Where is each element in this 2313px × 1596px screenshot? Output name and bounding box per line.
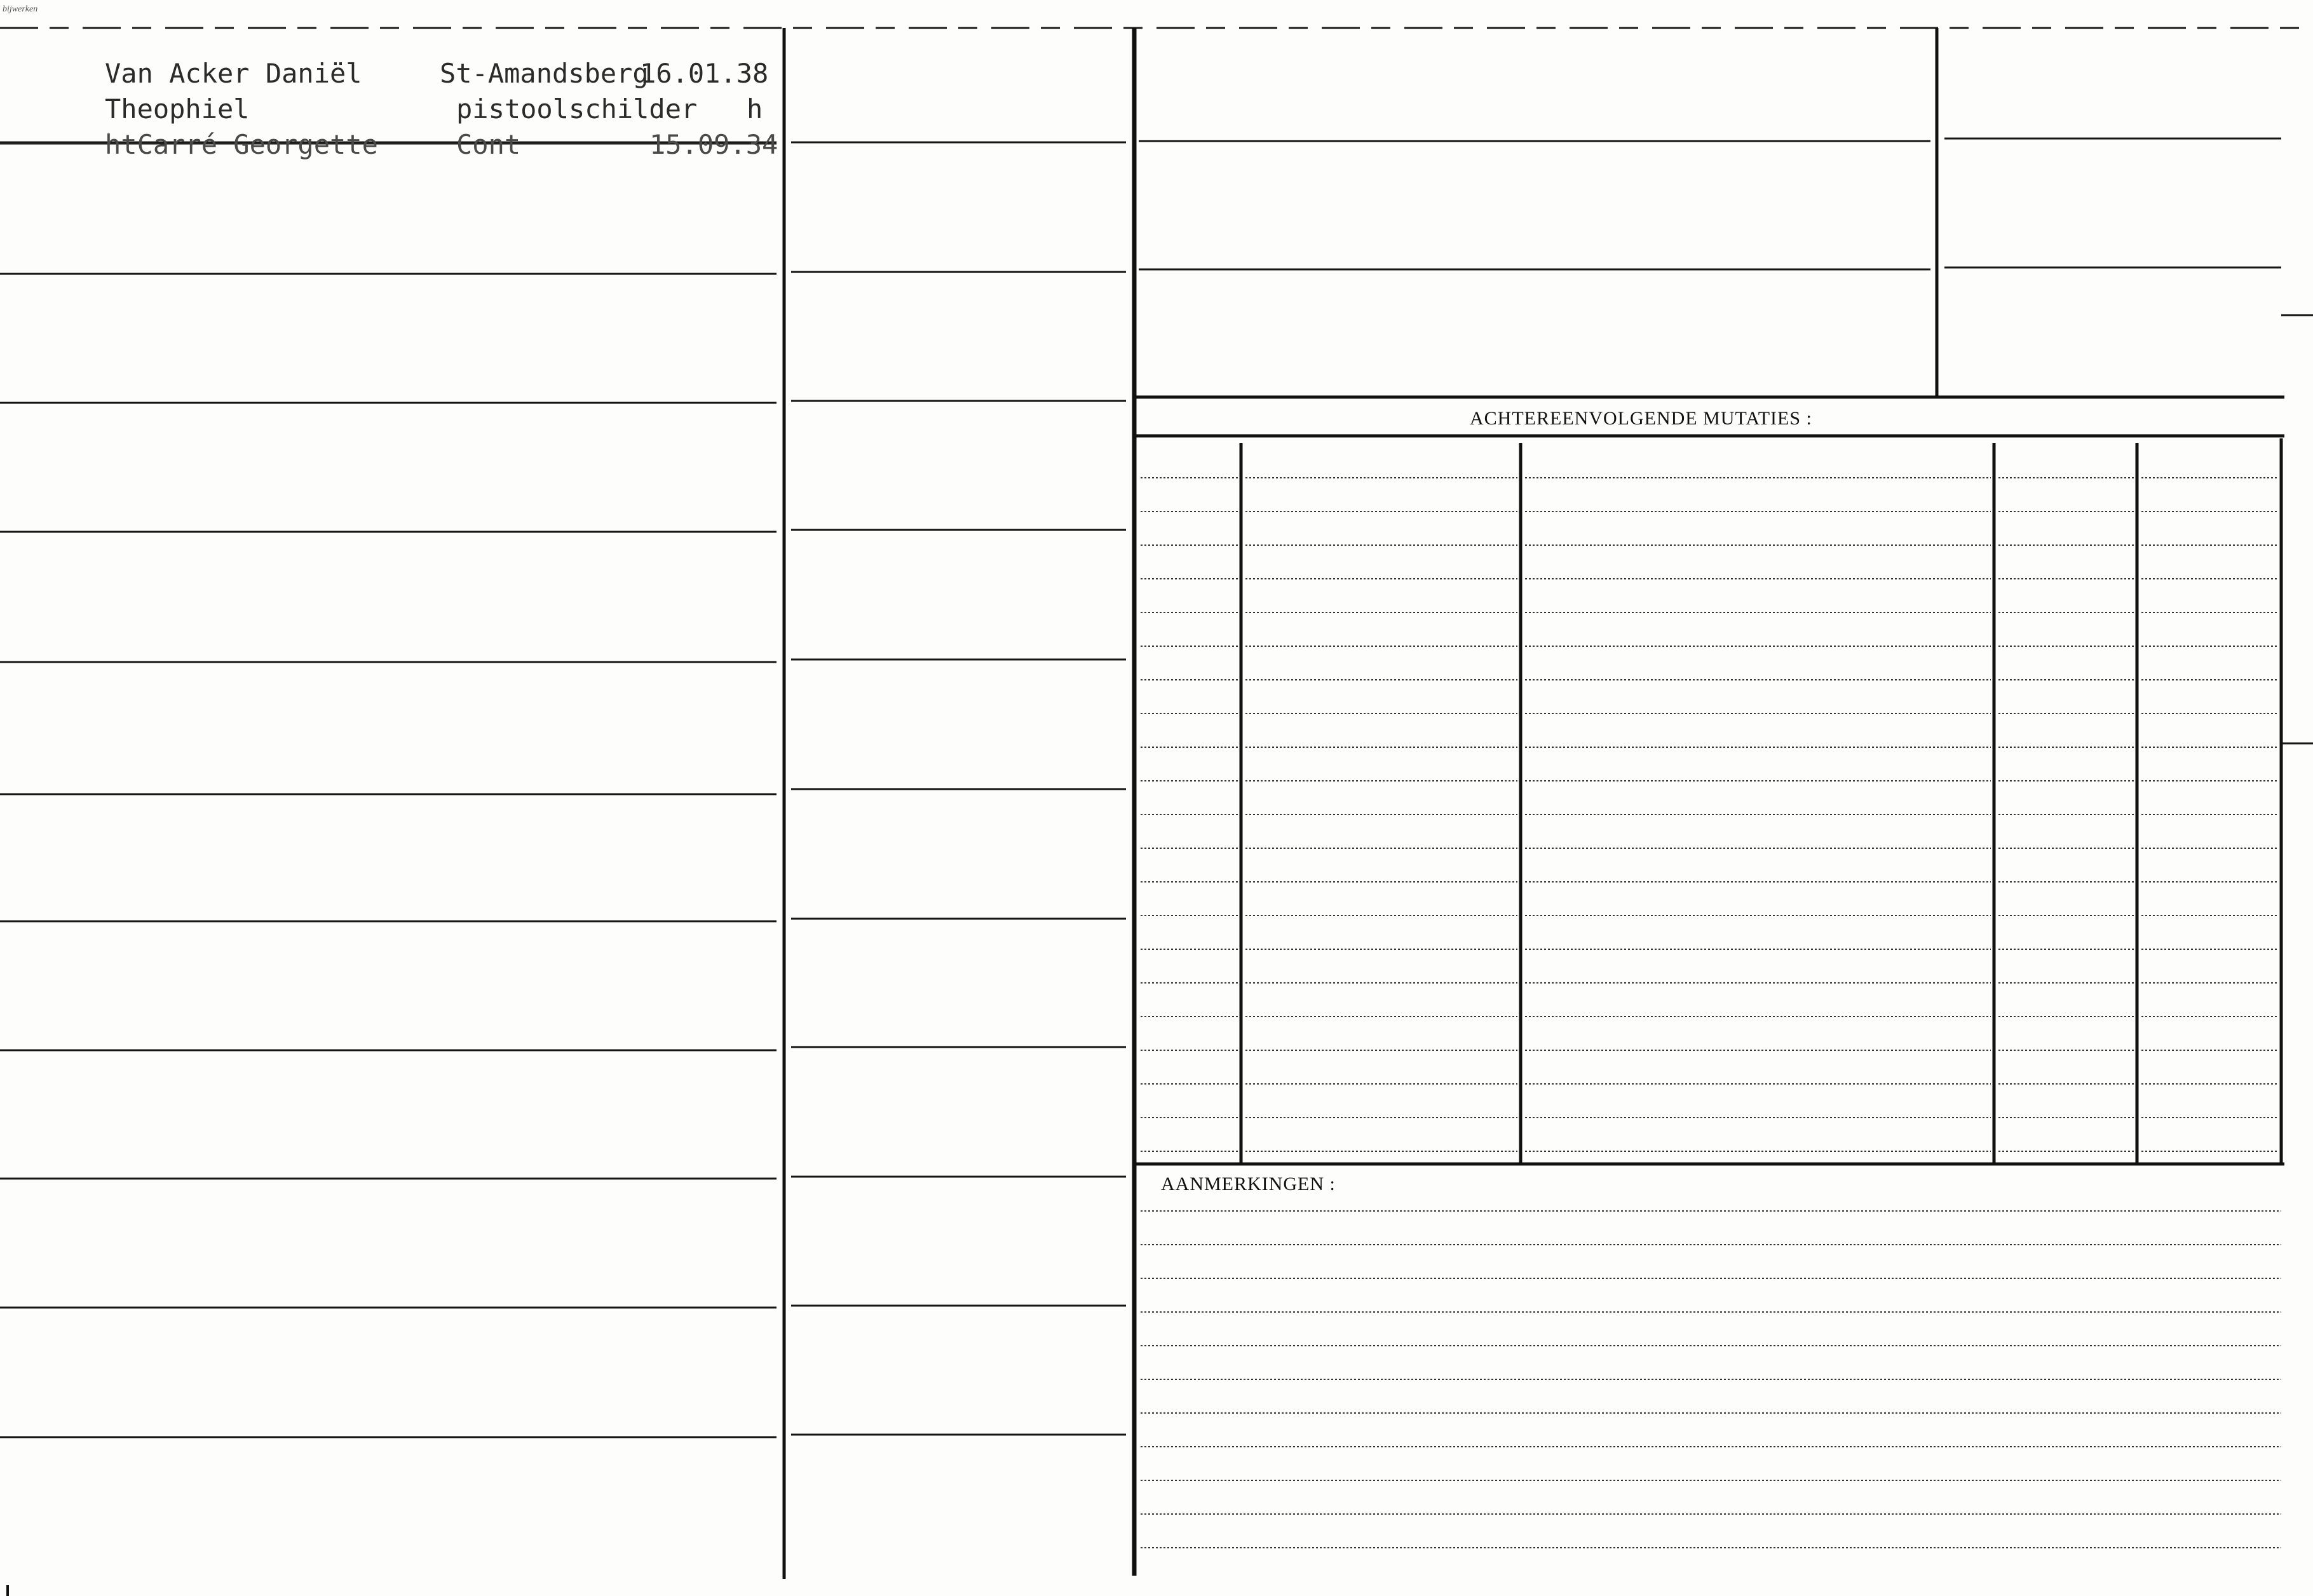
mutation-dotted-rows: [1141, 478, 2278, 1151]
sex-marker: h: [747, 93, 763, 125]
person-name: Van Acker Daniël: [105, 58, 362, 89]
partner-name: htCarré Georgette: [105, 129, 378, 160]
partner-place: Cont: [456, 129, 521, 160]
column-dividers: [8, 28, 1937, 1596]
remarks-dotted-rows: [1141, 1211, 2281, 1548]
mutations-heading: ACHTEREENVOLGENDE MUTATIES :: [1470, 408, 1812, 429]
person-second-name: Theophiel: [105, 93, 250, 125]
partner-date: 15.09.34: [649, 129, 778, 160]
birth-date: 16.01.38: [640, 58, 769, 89]
remarks-heading: AANMERKINGEN :: [1161, 1173, 1336, 1194]
left-register-rows: [0, 142, 777, 1437]
corner-tag: bijwerken: [3, 4, 38, 14]
occupation: pistoolschilder: [456, 93, 698, 125]
middle-register-rows: [791, 142, 1126, 1435]
birth-place: St-Amandsberg: [440, 58, 649, 89]
